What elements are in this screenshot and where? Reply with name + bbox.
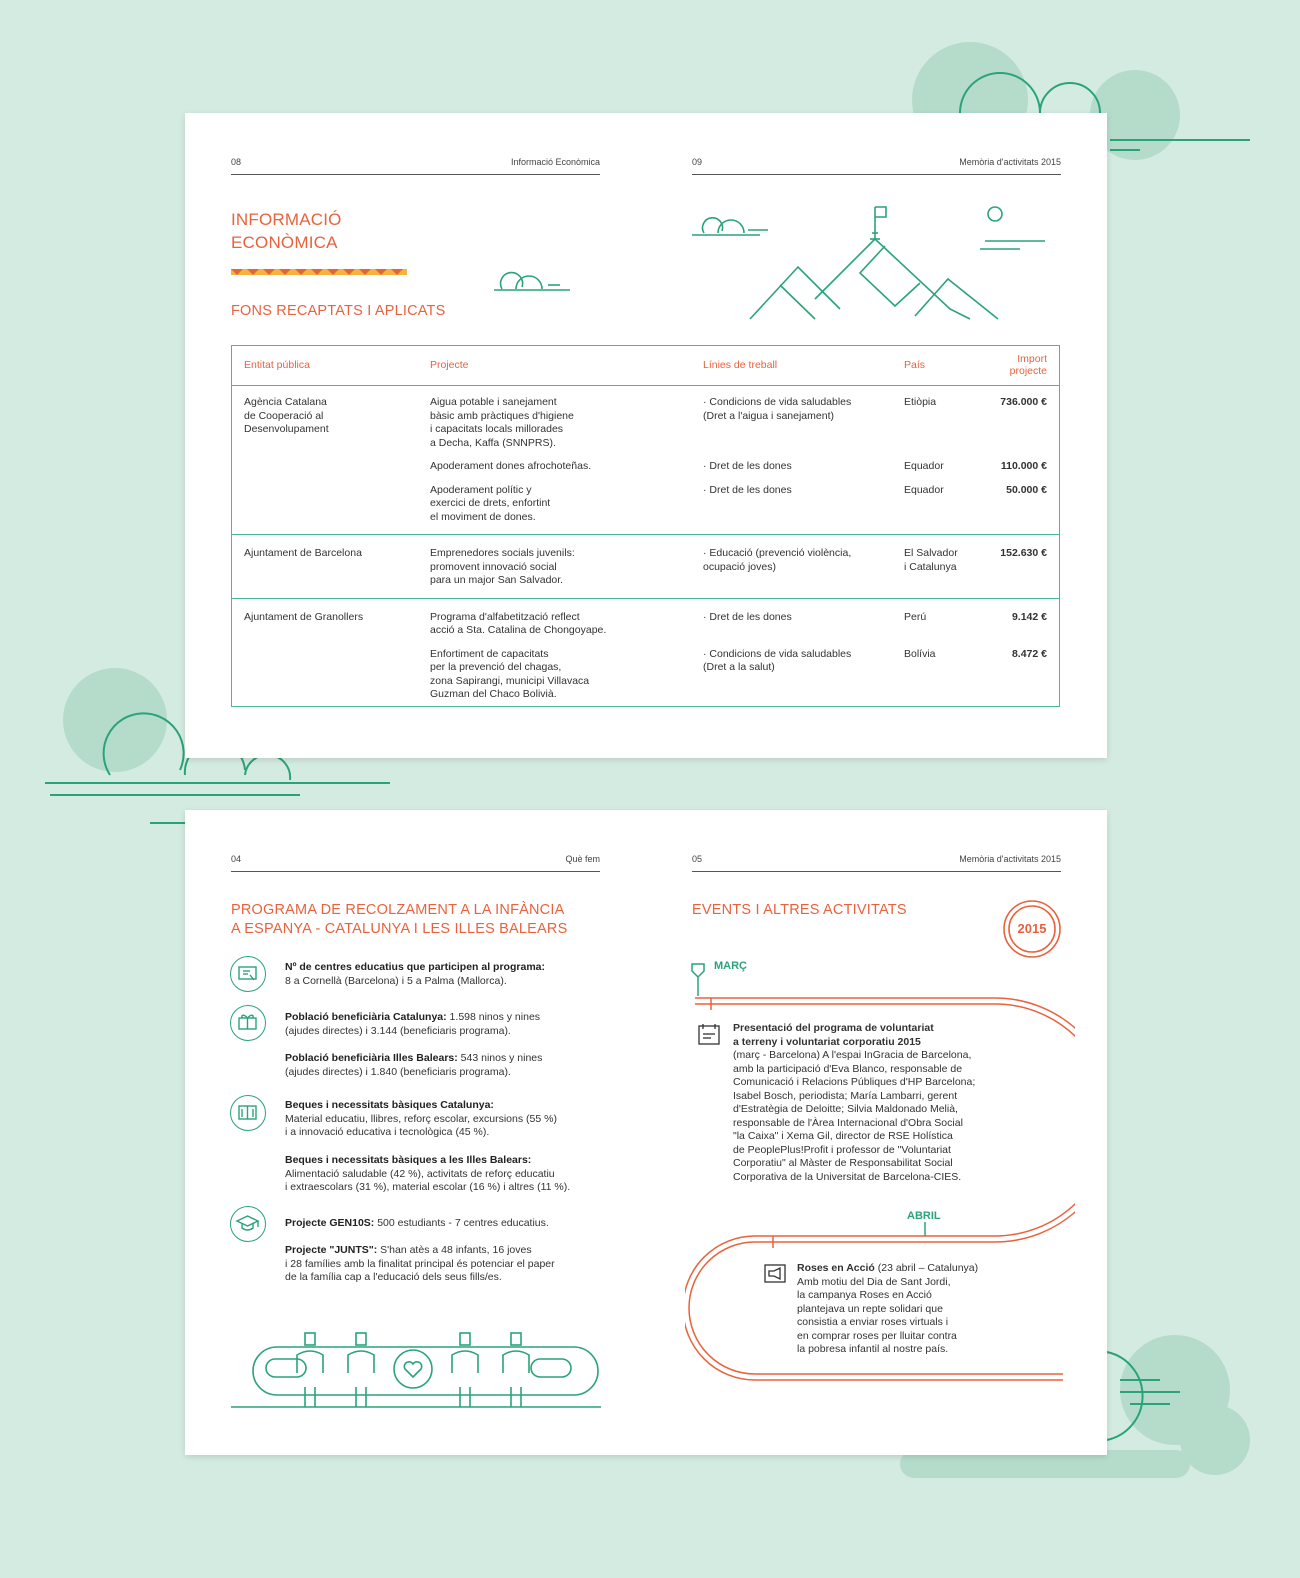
- table-cell-project: Programa d'alfabetització reflect acció a Sta. Catalina de Chongoyape.: [430, 610, 607, 636]
- header-rule: [692, 174, 1061, 175]
- stat-item: [285, 1052, 575, 1079]
- graduation-cap-icon: [230, 1206, 266, 1242]
- stat-label: Projecte "JUNTS":: [285, 1244, 378, 1256]
- funds-table: [231, 345, 1060, 707]
- spread-economic-info: [185, 113, 1107, 758]
- table-cell-country: Etiòpia: [904, 396, 937, 408]
- column-header: Entitat pública: [232, 346, 419, 386]
- page-title: [231, 208, 342, 254]
- table-cell-country: Perú: [904, 610, 927, 623]
- table-cell-line: · Educació (prevenció violència, ocupació joves): [691, 535, 892, 599]
- page-number: 04: [231, 854, 242, 864]
- stat-item: [285, 1011, 575, 1038]
- stat-item: [285, 1099, 575, 1140]
- year-badge-label: 2015: [1017, 921, 1047, 936]
- header-rule: [692, 871, 1061, 872]
- table-cell-country: Bolívia: [904, 647, 936, 660]
- column-header: País: [892, 346, 980, 386]
- stat-value: 500 estudiants - 7 centres educatius.: [374, 1217, 549, 1229]
- table-row: [232, 386, 1060, 455]
- gift-icon: [230, 1005, 266, 1041]
- stat-label: Població beneficiària Illes Balears:: [285, 1052, 458, 1064]
- spread-programs-events: [185, 810, 1107, 1455]
- header-rule: [231, 174, 600, 175]
- title-line: ECONÒMICA: [231, 233, 338, 252]
- table-cell-amount: 8.472 €: [1011, 647, 1047, 660]
- presentation-board-icon: [230, 956, 266, 992]
- table-body: [232, 386, 1060, 707]
- table-cell-amount: 50.000 €: [980, 480, 1060, 535]
- running-head: Memòria d'activitats 2015: [959, 157, 1061, 167]
- table-cell-country: Equador: [904, 460, 944, 472]
- stat-value: S'han atès a 48 infants, 16 joves i 28 famílies amb la finalitat principal és potenciar el paper de la família cap a l'educació dels seus fills/es.: [285, 1244, 555, 1283]
- table-cell-entity: Agència Catalana de Cooperació al Desenvolupament: [244, 396, 329, 435]
- table-cell-line: · Condicions de vida saludables (Dret a la salut): [703, 647, 852, 673]
- month-label: MARÇ: [714, 960, 747, 972]
- table-header-row: [232, 346, 1060, 386]
- page-number: 08: [231, 157, 242, 167]
- table-cell-country: El Salvador i Catalunya: [892, 535, 980, 599]
- running-head: Memòria d'activitats 2015: [959, 854, 1061, 864]
- stat-label: Beques i necessitats bàsiques a les Illes Balears:: [285, 1154, 532, 1166]
- cloud-icon: [490, 259, 580, 295]
- table-cell-project: Apoderament polític y exercici de drets, enfortint el moviment de dones.: [418, 480, 691, 535]
- column-header: Import projecte: [980, 346, 1060, 386]
- table-cell-project: Enfortiment de capacitats per la prevenció del chagas, zona Sapirangi, municipi Villavaca Guzman del Chaco Bolivià.: [430, 647, 590, 700]
- event-item: [733, 1022, 993, 1184]
- stat-item: [285, 1244, 575, 1285]
- events-title: EVENTS I ALTRES ACTIVITATS: [692, 902, 907, 918]
- table-cell-country: Equador: [892, 480, 980, 535]
- calendar-icon: [697, 1022, 723, 1048]
- stat-item: [285, 961, 575, 988]
- table-row: [232, 598, 1060, 642]
- page-number: 09: [692, 157, 703, 167]
- stat-value: 8 a Cornellà (Barcelona) i 5 a Palma (Mallorca).: [285, 974, 507, 987]
- table-cell-amount: 736.000 €: [1000, 396, 1047, 408]
- megaphone-icon: [763, 1262, 789, 1286]
- table-cell-amount: 9.142 €: [1011, 610, 1047, 623]
- table-row: [232, 480, 1060, 535]
- stat-item: [285, 1217, 575, 1231]
- table-cell-entity: [232, 456, 419, 478]
- table-cell-line: · Dret de les dones: [703, 460, 792, 472]
- table-cell-line: · Dret de les dones: [703, 610, 792, 623]
- title-line: A ESPANYA - CATALUNYA I LES ILLES BALEARS: [231, 921, 568, 937]
- event-item: [797, 1262, 997, 1357]
- stat-value: 543 ninos y nines (ajudes directes) i 1.840 (beneficiaris programa).: [285, 1052, 543, 1078]
- table-cell-entity: Ajuntament de Barcelona: [232, 535, 419, 599]
- stat-label: Nº de centres educatius que participen al programa:: [285, 961, 545, 973]
- header-rule: [231, 871, 600, 872]
- section-subtitle: FONS RECAPTATS I APLICATS: [231, 303, 446, 319]
- month-label: ABRIL: [907, 1210, 941, 1222]
- column-header: Línies de treball: [691, 346, 892, 386]
- event-title: Roses en Acció: [797, 1262, 875, 1274]
- stat-label: Projecte GEN10S:: [285, 1217, 375, 1229]
- decorative-pattern-bar: [231, 269, 407, 275]
- running-head: Què fem: [565, 854, 600, 864]
- column-header: Projecte: [418, 346, 691, 386]
- table-row: [232, 535, 1060, 599]
- mountain-flag-illustration: [690, 201, 1060, 326]
- table-cell-project: Aigua potable i sanejament bàsic amb pràctiques d'higiene i capacitats locals millorades a Decha, Kaffa (SNNPRS).: [430, 396, 574, 449]
- table-cell-project: Apoderament dones afrochoteñas.: [430, 460, 592, 472]
- page-title: [231, 901, 567, 939]
- table-cell-amount: 152.630 €: [980, 535, 1060, 599]
- title-line: PROGRAMA DE RECOLZAMENT A LA INFÀNCIA: [231, 902, 565, 918]
- table-cell-line: · Condicions de vida saludables (Dret a l'aigua i sanejament): [703, 396, 852, 422]
- stat-value: 1.598 ninos y nines (ajudes directes) i 3.144 (beneficiaris programa).: [285, 1011, 541, 1037]
- table-cell-line: · Dret de les dones: [691, 480, 892, 535]
- table-cell-entity: [232, 644, 419, 707]
- stat-label: Població beneficiària Catalunya:: [285, 1011, 447, 1023]
- table-row: [232, 456, 1060, 478]
- stat-value: Alimentació saludable (42 %), activitats de reforç educatiu i extraescolars (31 %), material escolar (16 %) i altres (11 %).: [285, 1167, 571, 1193]
- table-cell-amount: 110.000 €: [1000, 460, 1047, 472]
- event-title: Presentació del programa de voluntariat a terreny i voluntariat corporatiu 2015: [733, 1022, 934, 1048]
- event-description: (23 abril – Catalunya) Amb motiu del Dia de Sant Jordi, la campanya Roses en Acció plantejava un repte solidari que consistia a enviar roses virtuals i en comprar roses per lluitar contra la pobresa infantil al nostre país.: [797, 1262, 979, 1355]
- stat-item: [285, 1154, 575, 1195]
- running-head: Informació Econòmica: [510, 157, 600, 167]
- families-illustration: [231, 1325, 601, 1415]
- table-cell-entity: [232, 480, 419, 535]
- stat-label: Beques i necessitats bàsiques Catalunya:: [285, 1099, 494, 1111]
- title-line: INFORMACIÓ: [231, 210, 342, 229]
- page-number: 05: [692, 854, 703, 864]
- book-icon: [230, 1095, 266, 1131]
- table-cell-project: Emprenedores socials juvenils: promovent innovació social para un major San Salvador.: [418, 535, 691, 599]
- stat-value: Material educatiu, llibres, reforç escolar, excursions (55 %) i a innovació educativa i tecnològica (45 %).: [285, 1112, 557, 1138]
- table-row: [232, 644, 1060, 707]
- event-description: (març - Barcelona) A l'espai InGracia de Barcelona, amb la participació d'Eva Blanco, responsable de Comunicació i Relacions Públiques d'HP Barcelona; Isabel Bosch, periodista; María Lambarri, gerent d'Estratègia de Deloitte; Silvia Maldonado Melià, responsable de l'Àrea Internacional d'Obra Social "la Caixa" i Xema Gil, director de RSE Holística de PeoplePlus!Profit i professor de "Voluntariat Corporatiu" al Màster de Responsabilitat Social Corporativa de la Universitat de Barcelona-CIES.: [733, 1049, 976, 1183]
- table-cell-entity: Ajuntament de Granollers: [244, 610, 364, 623]
